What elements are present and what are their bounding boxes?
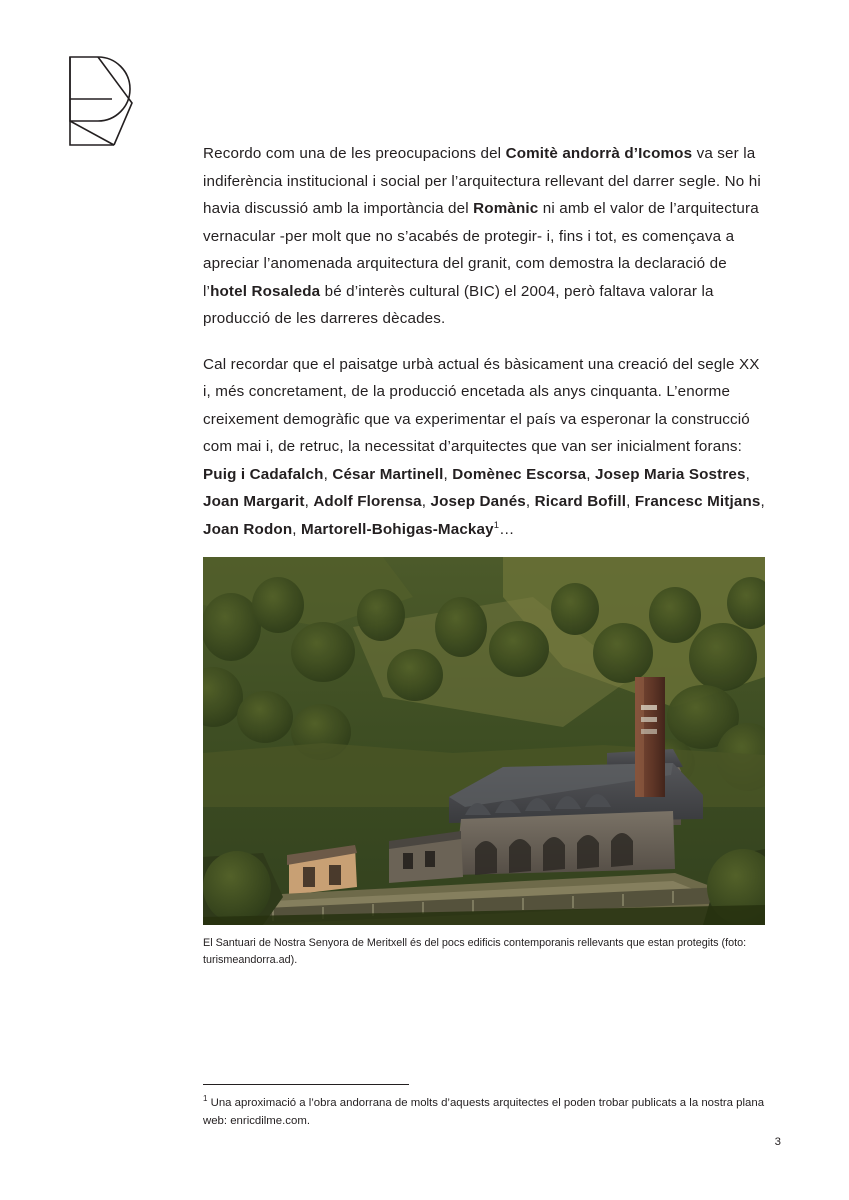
footnote-reference[interactable]: 1	[493, 519, 500, 531]
run-bold: hotel Rosaleda	[210, 282, 321, 300]
run-bold: Comitè andorrà d’Icomos	[505, 145, 693, 162]
run-bold: Romànic	[473, 200, 539, 217]
run: ,	[745, 465, 750, 483]
footnote-1	[203, 1094, 781, 1130]
run: ni amb el valor de l’arquitectura vernacular -per molt que no s’acabés de protegir- i, fins i tot, es començava a apreciar l’anomenada arquitectura del granit, com demostra la declaració de l’	[203, 200, 759, 300]
run-bold: Puig i Cadafalch	[203, 465, 324, 483]
run-bold: Josep Maria Sostres	[595, 465, 746, 483]
page-number: 3	[774, 1136, 781, 1148]
run: Recordo com una de les preocupacions del	[203, 145, 506, 162]
run: ,	[525, 493, 535, 510]
run: Cal recordar que el paisatge urbà actual és bàsicament una creació del segle XX i, més concretament, de la producció encetada als anys cinquanta. L’enorme creixement demogràfic que va experimentar el país va esperonar la construcció com mai i, de retruc, la necessitat d’arquitectes que van ser inicialment forans:	[203, 355, 760, 455]
paragraph-2	[203, 351, 769, 544]
run-bold: Ricard Bofill	[534, 493, 627, 510]
run: ,	[292, 520, 302, 538]
run-bold: Adolf Florensa	[313, 493, 422, 510]
run: …	[499, 520, 515, 538]
footnote-area	[203, 1084, 781, 1130]
run: ,	[626, 493, 635, 510]
run: bé d’interès cultural (BIC) el 2004, però faltava valorar la producció de les darreres dècades.	[203, 282, 714, 327]
run-bold: César Martinell	[332, 465, 444, 483]
figure-caption: El Santuari de Nostra Senyora de Meritxell és del pocs edificis contemporanis rellevants que estan protegits (foto: turismeandorra.ad).	[203, 937, 747, 966]
run: ,	[304, 493, 314, 510]
enric-dilme-logo	[68, 55, 134, 147]
run-bold: Francesc Mitjans	[634, 493, 761, 510]
run-bold: Martorell-Bohigas-Mackay	[301, 520, 494, 538]
run-bold: Josep Danés	[430, 493, 526, 510]
article-body	[203, 140, 769, 543]
run-bold: Joan Margarit	[203, 493, 305, 510]
footnote-body: Una aproximació a l’obra andorrana de molts d’aquests arquitectes el poden trobar publicats a la nostra plana web: enricdilme.com.	[203, 1097, 765, 1127]
santuari-meritxell-photo	[203, 557, 765, 925]
footnote-marker: 1	[203, 1094, 208, 1104]
run: ,	[443, 465, 453, 483]
run: ,	[760, 493, 765, 510]
run: ,	[586, 465, 595, 483]
figure	[203, 557, 765, 969]
run: ,	[323, 465, 333, 483]
run-bold: Domènec Escorsa	[452, 465, 587, 483]
run-bold: Joan Rodon	[203, 520, 293, 538]
footnote-separator	[203, 1084, 409, 1085]
paragraph-1	[203, 140, 769, 333]
run: ,	[421, 493, 431, 510]
run: va ser la indiferència institucional i social per l’arquitectura rellevant del darrer segle. No hi havia discussió amb la importància del	[203, 145, 761, 217]
